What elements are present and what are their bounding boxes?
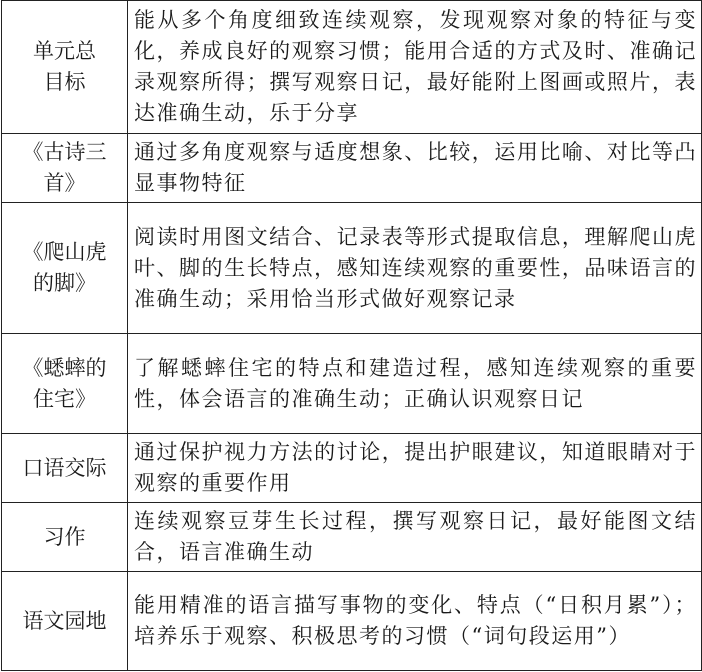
- table-row: [2, 572, 702, 671]
- row-label-text: 语文园地: [22, 608, 107, 633]
- row-content-writing: 连续观察豆芽生长过程，撰写观察日记，最好能图文结合，语言准确生动: [128, 503, 702, 572]
- table-row: [2, 434, 702, 503]
- row-label-cricket-house: [2, 334, 128, 434]
- row-label-ancient-poems: [2, 134, 128, 203]
- row-content-ancient-poems: 通过多角度观察与适度想象、比较，运用比喻、对比等凸显事物特征: [128, 134, 702, 203]
- row-label-text: 口语交际: [22, 455, 107, 480]
- row-label-text: 习作: [43, 524, 86, 549]
- row-content-oral-communication: 通过保护视力方法的讨论，提出护眼建议，知道眼睛对于观察的重要作用: [128, 434, 702, 503]
- table-row: [2, 334, 702, 434]
- row-label-creeper-feet: [2, 203, 128, 334]
- unit-goals-table: [1, 0, 702, 671]
- table-row: [2, 503, 702, 572]
- row-content-unit-goal: 能从多个角度细致连续观察，发现观察对象的特征与变化，养成良好的观察习惯；能用合适的方式及时、准确记录观察所得；撰写观察日记，最好能附上图画或照片，表达准确生动，乐于分享: [128, 1, 702, 134]
- row-label-text: 《爬山虎 的脚》: [22, 240, 107, 295]
- row-label-text: 单元总 目标: [33, 39, 96, 94]
- row-content-language-garden: 能用精准的语言描写事物的变化、特点（“日积月累”）；培养乐于观察、积极思考的习惯（“词句段运用”）: [128, 572, 702, 671]
- table-row: [2, 134, 702, 203]
- row-content-creeper-feet: 阅读时用图文结合、记录表等形式提取信息，理解爬山虎叶、脚的生长特点，感知连续观察的重要性，品味语言的准确生动；采用恰当形式做好观察记录: [128, 203, 702, 334]
- row-label-unit-goal: [2, 1, 128, 134]
- table-row: [2, 203, 702, 334]
- row-label-text: 《古诗三 首》: [22, 140, 107, 195]
- table-row: [2, 1, 702, 134]
- row-label-oral-communication: [2, 434, 128, 503]
- row-label-text: 《蟋蟀的 住宅》: [22, 355, 107, 411]
- row-content-cricket-house: 了解蟋蟀住宅的特点和建造过程，感知连续观察的重要性，体会语言的准确生动；正确认识观察日记: [128, 334, 702, 434]
- row-label-language-garden: [2, 572, 128, 671]
- row-label-writing: [2, 503, 128, 572]
